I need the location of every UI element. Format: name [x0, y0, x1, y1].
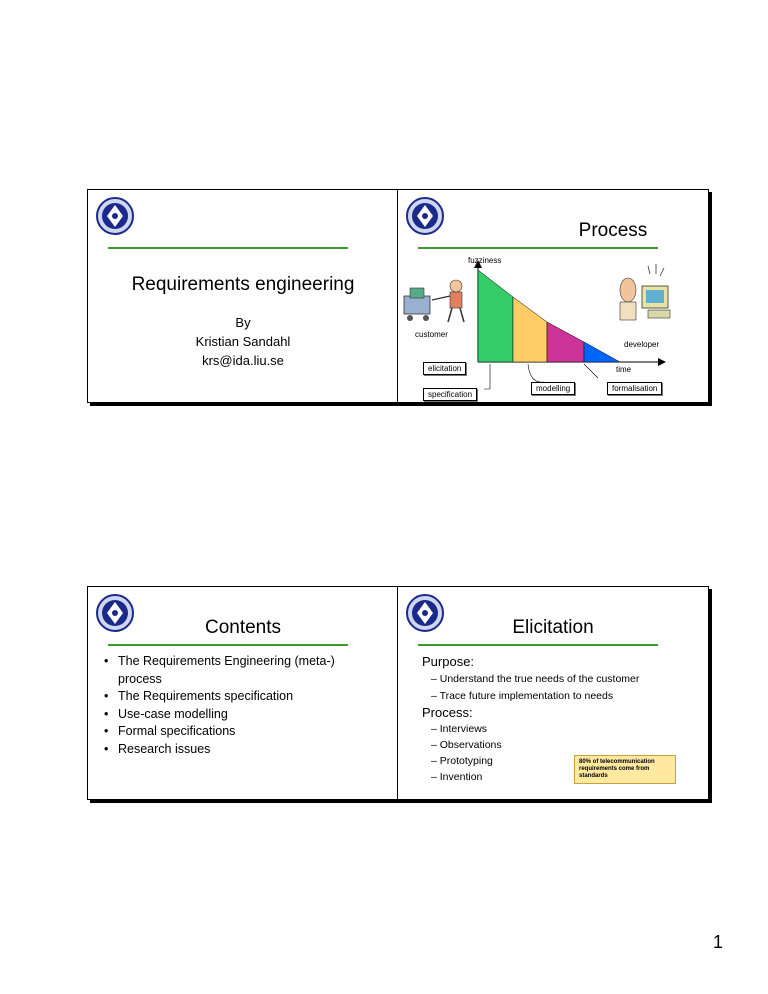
phase-box-elicitation: elicitation — [423, 362, 466, 375]
purpose-item: – Understand the true needs of the customer — [431, 673, 640, 685]
list-item: • The Requirements Engineering (meta-) process — [102, 653, 362, 688]
standards-note: 80% of telecommunication requirements come from standards — [574, 755, 676, 784]
segment-formalisation — [584, 342, 620, 362]
process-item: – Observations — [431, 739, 502, 751]
purpose-heading: Purpose: — [422, 654, 475, 669]
customer-clipart-icon — [404, 280, 464, 322]
contents-title: Contents — [204, 617, 282, 638]
list-item: • Use-case modelling — [102, 706, 362, 724]
customer-label: customer — [415, 330, 448, 339]
phase-box-specification: specification — [423, 388, 477, 401]
list-item: • Research issues — [102, 741, 362, 759]
connector-formalisation — [584, 364, 598, 378]
list-item: • Formal specifications — [102, 723, 362, 741]
process-heading: Process: — [422, 705, 473, 720]
title-rule — [418, 247, 658, 249]
author-name: Kristian Sandahl — [195, 334, 291, 349]
connector-specification — [484, 364, 490, 389]
author-email: krs@ida.liu.se — [202, 353, 284, 368]
phase-box-formalisation: formalisation — [607, 382, 662, 395]
slide-title-text: Requirements engineering — [131, 274, 355, 295]
segment-specification — [513, 297, 547, 362]
university-logo-icon — [95, 196, 135, 236]
process-item: – Interviews — [431, 723, 488, 735]
page-number: 1 — [712, 932, 723, 952]
developer-label: developer — [624, 340, 660, 349]
process-item: – Invention — [431, 771, 483, 783]
slide-title — [87, 189, 399, 403]
slide-contents — [87, 586, 399, 800]
list-item: • The Requirements specification — [102, 688, 362, 706]
contents-list — [102, 653, 362, 758]
x-axis-arrow-icon — [658, 358, 666, 366]
segment-modelling — [547, 322, 584, 362]
process-item: – Prototyping — [431, 755, 493, 767]
process-title: Process — [578, 220, 648, 241]
x-axis-label: time — [616, 365, 632, 374]
y-axis-label: fuzziness — [468, 256, 502, 265]
developer-clipart-icon — [620, 264, 670, 320]
title-rule — [418, 644, 658, 646]
title-rule — [108, 247, 348, 249]
process-diagram — [398, 252, 708, 402]
elicitation-title: Elicitation — [512, 617, 594, 638]
phase-box-modelling: modelling — [531, 382, 575, 395]
slide-elicitation — [397, 586, 709, 800]
segment-elicitation — [478, 270, 513, 362]
connector-modelling — [528, 364, 544, 382]
slide-process — [397, 189, 709, 403]
purpose-item: – Trace future implementation to needs — [431, 690, 614, 702]
title-rule — [108, 644, 348, 646]
by-text: By — [235, 315, 251, 330]
